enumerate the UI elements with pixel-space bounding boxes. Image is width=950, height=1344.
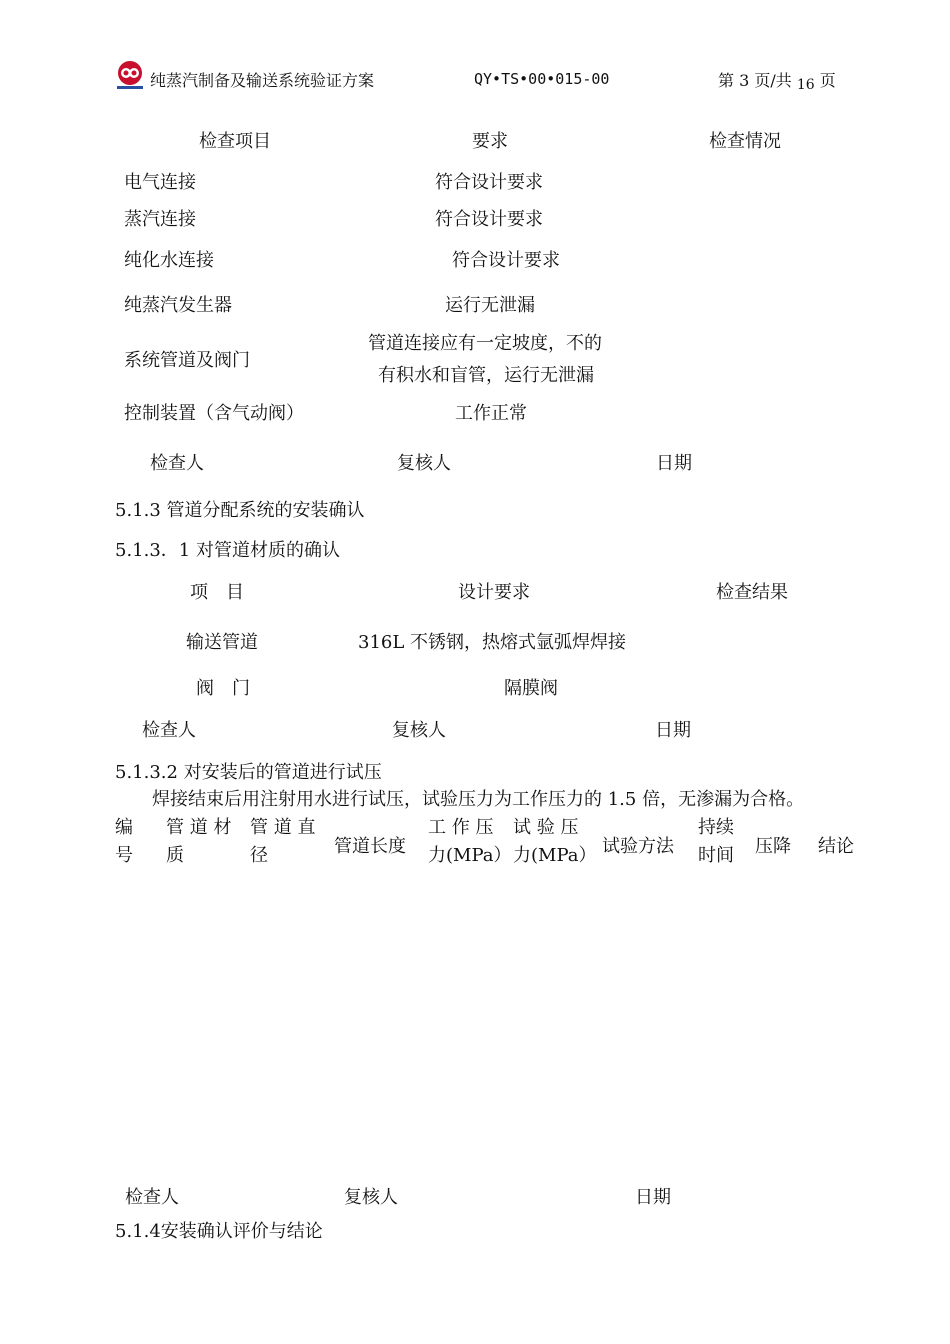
t1-header-result: 检查情况 — [709, 131, 781, 152]
t1-sign-reviewer: 复核人 — [397, 453, 451, 474]
t1-row-item: 系统管道及阀门 — [124, 350, 250, 371]
subsection-heading: 5.1.3．1 对管道材质的确认 — [115, 540, 340, 561]
t3-header-conclusion: 结论 — [818, 836, 854, 857]
t3-header-drop: 压降 — [755, 836, 791, 857]
t1-row-req: 运行无泄漏 — [445, 295, 535, 316]
t3-header-method: 试验方法 — [602, 836, 674, 857]
t2-row-item: 阀 门 — [196, 678, 250, 699]
t2-row-req: 隔膜阀 — [504, 678, 558, 699]
t2-header-result: 检查结果 — [716, 582, 788, 603]
t1-sign-inspector: 检查人 — [150, 453, 204, 474]
t3-header-length: 管道长度 — [334, 836, 406, 857]
t1-row-item: 电气连接 — [124, 172, 196, 193]
t2-header-req: 设计要求 — [458, 582, 530, 603]
company-logo — [116, 60, 144, 90]
page-prefix: 第 3 页/共 — [718, 71, 792, 90]
t1-row-req-line2: 有积水和盲管，运行无泄漏 — [378, 365, 594, 386]
t3-sign-date: 日期 — [635, 1187, 671, 1208]
t2-sign-date: 日期 — [655, 720, 691, 741]
t2-sign-reviewer: 复核人 — [392, 720, 446, 741]
t1-row-req: 符合设计要求 — [452, 250, 560, 271]
paragraph: 焊接结束后用注射用水进行试压，试验压力为工作压力的 1.5 倍，无渗漏为合格。 — [152, 789, 805, 810]
t1-row-req-line1: 管道连接应有一定坡度，不的 — [368, 333, 602, 354]
page-indicator — [718, 68, 836, 91]
t2-row-req: 316L 不锈钢，热熔式氩弧焊焊接 — [358, 632, 627, 653]
t1-row-item: 纯化水连接 — [124, 250, 214, 271]
page-suffix: 页 — [819, 71, 836, 90]
subsection-heading: 5.1.3.2 对安装后的管道进行试压 — [115, 762, 382, 783]
t3-header-diameter: 管 道 直 径 — [250, 817, 316, 866]
t3-sign-reviewer: 复核人 — [344, 1187, 398, 1208]
t3-header-test-pressure: 试 验 压 力(MPa） — [513, 817, 597, 866]
t1-sign-date: 日期 — [656, 453, 692, 474]
t2-sign-inspector: 检查人 — [142, 720, 196, 741]
doc-code: QY•TS•00•015-00 — [474, 70, 610, 88]
t1-row-req: 工作正常 — [455, 403, 527, 424]
t2-header-item: 项 目 — [190, 582, 244, 603]
t3-header-duration: 持续 时间 — [698, 817, 734, 866]
section-heading: 5.1.4安装确认评价与结论 — [115, 1221, 323, 1242]
t3-sign-inspector: 检查人 — [125, 1187, 179, 1208]
t3-header-work-pressure: 工 作 压 力(MPa） — [428, 817, 512, 866]
t1-row-req: 符合设计要求 — [435, 172, 543, 193]
t1-header-req: 要求 — [472, 131, 508, 152]
section-heading: 5.1.3 管道分配系统的安装确认 — [115, 500, 365, 521]
t1-row-item: 蒸汽连接 — [124, 209, 196, 230]
t3-header-material: 管 道 材 质 — [166, 817, 232, 866]
t1-row-item: 纯蒸汽发生器 — [124, 295, 232, 316]
t1-row-item: 控制装置（含气动阀） — [124, 403, 304, 424]
t1-row-req: 符合设计要求 — [435, 209, 543, 230]
t1-header-item: 检查项目 — [199, 131, 271, 152]
doc-title: 纯蒸汽制备及输送系统验证方案 — [150, 71, 375, 90]
t2-row-item: 输送管道 — [186, 632, 258, 653]
t3-header-no: 编 号 — [115, 817, 133, 866]
page-total: 16 — [796, 77, 815, 93]
